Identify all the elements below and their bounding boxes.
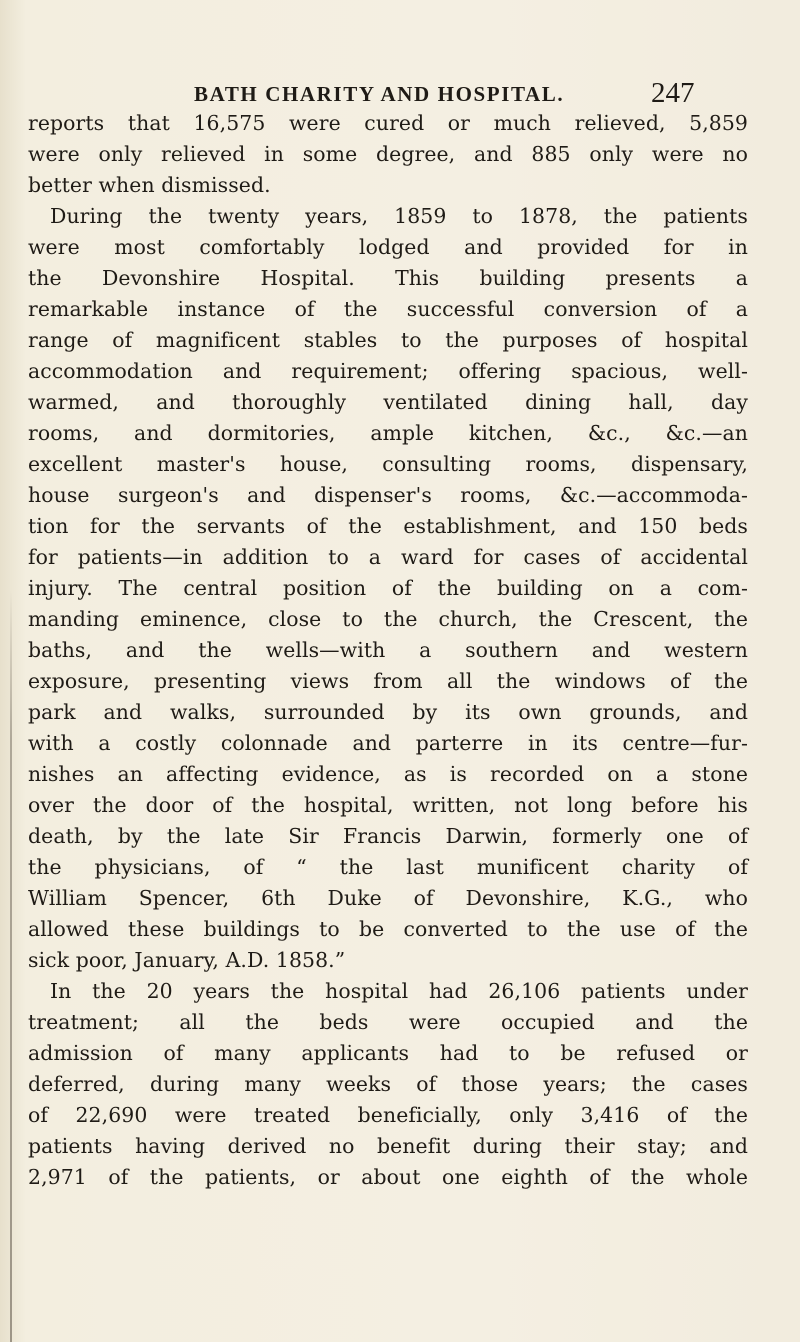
text-line: were most comfortably lodged and provided for in: [28, 235, 748, 259]
text-line: park and walks, surrounded by its own grounds, and: [28, 700, 748, 724]
text-line: tion for the servants of the establishment, and 150 beds: [28, 514, 748, 538]
running-header: [0, 78, 800, 108]
text-line: house surgeon's and dispenser's rooms, &c.—accommoda-: [28, 483, 748, 507]
text-line: excellent master's house, consulting rooms, dispensary,: [28, 452, 748, 476]
text-line: with a costly colonnade and parterre in its centre—fur-: [28, 731, 748, 755]
text-line: over the door of the hospital, written, not long before his: [28, 793, 748, 817]
text-line: the physicians, of “ the last munificent charity of: [28, 855, 748, 879]
text-line: death, by the late Sir Francis Darwin, formerly one of: [28, 824, 748, 848]
binding-gutter-shadow: [10, 590, 12, 1342]
body-text: [28, 108, 748, 1193]
text-line: treatment; all the beds were occupied and the: [28, 1010, 748, 1034]
text-line: deferred, during many weeks of those years; the cases: [28, 1072, 748, 1096]
text-line: rooms, and dormitories, ample kitchen, &c., &c.—an: [28, 421, 748, 445]
text-line: manding eminence, close to the church, the Crescent, the: [28, 607, 748, 631]
text-line: nishes an affecting evidence, as is recorded on a stone: [28, 762, 748, 786]
text-line: range of magnificent stables to the purposes of hospital: [28, 328, 748, 352]
paragraph-start-line: In the 20 years the hospital had 26,106 patients under: [50, 979, 748, 1003]
text-line: sick poor, January, A.D. 1858.”: [28, 948, 346, 972]
text-line: warmed, and thoroughly ventilated dining hall, day: [28, 390, 748, 414]
text-line: William Spencer, 6th Duke of Devonshire, K.G., who: [28, 886, 748, 910]
text-line: baths, and the wells—with a southern and western: [28, 638, 748, 662]
text-line: injury. The central position of the building on a com-: [28, 576, 748, 600]
text-line: patients having derived no benefit during their stay; and: [28, 1134, 748, 1158]
text-line: admission of many applicants had to be refused or: [28, 1041, 748, 1065]
text-line: for patients—in addition to a ward for cases of accidental: [28, 545, 748, 569]
text-line: of 22,690 were treated beneficially, only 3,416 of the: [28, 1103, 748, 1127]
text-line: 2,971 of the patients, or about one eighth of the whole: [28, 1165, 748, 1189]
text-line: remarkable instance of the successful conversion of a: [28, 297, 748, 321]
text-line: exposure, presenting views from all the windows of the: [28, 669, 748, 693]
page-number: 247: [651, 77, 695, 109]
text-line: reports that 16,575 were cured or much relieved, 5,859: [28, 111, 748, 135]
text-line: the Devonshire Hospital. This building presents a: [28, 266, 748, 290]
running-title: BATH CHARITY AND HOSPITAL.: [194, 82, 565, 106]
paragraph-start-line: During the twenty years, 1859 to 1878, the patients: [50, 204, 748, 228]
text-line: better when dismissed.: [28, 173, 271, 197]
text-line: allowed these buildings to be converted to the use of the: [28, 917, 748, 941]
text-line: accommodation and requirement; offering spacious, well-: [28, 359, 748, 383]
text-line: were only relieved in some degree, and 885 only were no: [28, 142, 748, 166]
